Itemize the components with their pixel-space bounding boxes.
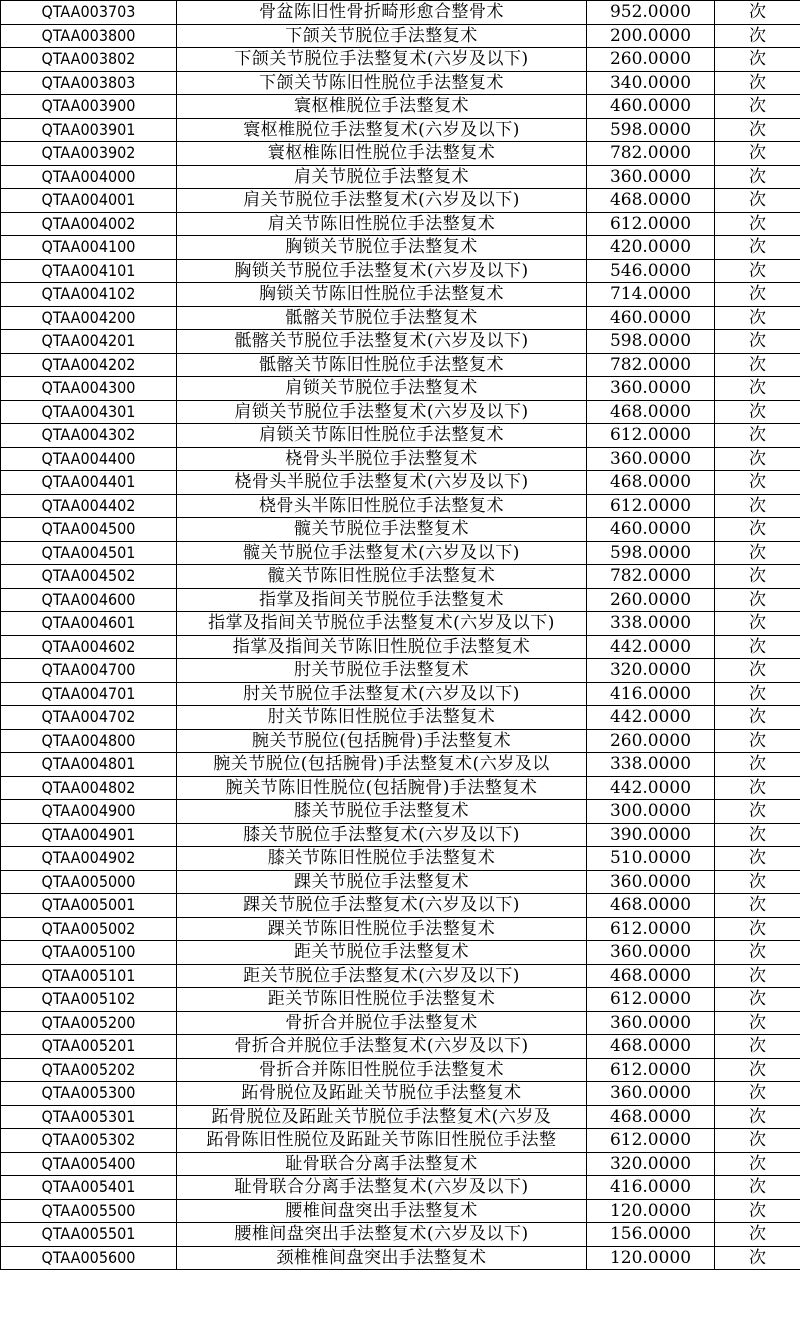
item-unit-cell: 次 bbox=[715, 776, 800, 800]
item-name-cell: 肩关节脱位手法整复术(六岁及以下) bbox=[177, 189, 587, 213]
item-code-cell: QTAA004901 bbox=[1, 823, 177, 847]
item-unit-cell: 次 bbox=[715, 753, 800, 777]
item-name-cell: 距关节脱位手法整复术(六岁及以下) bbox=[177, 964, 587, 988]
table-row bbox=[1, 212, 800, 236]
item-unit-cell: 次 bbox=[715, 424, 800, 448]
item-code-cell: QTAA003800 bbox=[1, 24, 177, 48]
item-code-cell: QTAA004100 bbox=[1, 236, 177, 260]
item-name-cell: 骶髂关节脱位手法整复术(六岁及以下) bbox=[177, 330, 587, 354]
item-code-cell: QTAA004201 bbox=[1, 330, 177, 354]
table-row bbox=[1, 165, 800, 189]
item-name-cell: 骨折合并脱位手法整复术(六岁及以下) bbox=[177, 1035, 587, 1059]
item-price-cell: 360.0000 bbox=[587, 165, 715, 189]
item-name-cell: 耻骨联合分离手法整复术 bbox=[177, 1152, 587, 1176]
table-row bbox=[1, 706, 800, 730]
item-price-cell: 598.0000 bbox=[587, 330, 715, 354]
item-price-cell: 416.0000 bbox=[587, 1176, 715, 1200]
item-unit-cell: 次 bbox=[715, 494, 800, 518]
item-code-cell: QTAA004400 bbox=[1, 447, 177, 471]
item-price-cell: 338.0000 bbox=[587, 753, 715, 777]
table-row bbox=[1, 400, 800, 424]
item-unit-cell: 次 bbox=[715, 1011, 800, 1035]
item-unit-cell: 次 bbox=[715, 1199, 800, 1223]
item-unit-cell: 次 bbox=[715, 236, 800, 260]
item-price-cell: 442.0000 bbox=[587, 706, 715, 730]
item-price-cell: 340.0000 bbox=[587, 71, 715, 95]
table-row bbox=[1, 236, 800, 260]
table-row bbox=[1, 118, 800, 142]
table-row bbox=[1, 306, 800, 330]
item-name-cell: 寰枢椎脱位手法整复术(六岁及以下) bbox=[177, 118, 587, 142]
item-unit-cell: 次 bbox=[715, 330, 800, 354]
item-code-cell: QTAA004501 bbox=[1, 541, 177, 565]
item-unit-cell: 次 bbox=[715, 964, 800, 988]
item-price-cell: 416.0000 bbox=[587, 682, 715, 706]
item-price-cell: 468.0000 bbox=[587, 964, 715, 988]
table-row bbox=[1, 1011, 800, 1035]
item-name-cell: 距关节陈旧性脱位手法整复术 bbox=[177, 988, 587, 1012]
table-row bbox=[1, 1176, 800, 1200]
item-code-cell: QTAA005302 bbox=[1, 1129, 177, 1153]
item-code-cell: QTAA004200 bbox=[1, 306, 177, 330]
item-unit-cell: 次 bbox=[715, 541, 800, 565]
table-row bbox=[1, 1246, 800, 1270]
table-row bbox=[1, 283, 800, 307]
table-row bbox=[1, 894, 800, 918]
item-unit-cell: 次 bbox=[715, 565, 800, 589]
item-name-cell: 桡骨头半陈旧性脱位手法整复术 bbox=[177, 494, 587, 518]
item-name-cell: 肘关节陈旧性脱位手法整复术 bbox=[177, 706, 587, 730]
item-price-cell: 782.0000 bbox=[587, 142, 715, 166]
table-row bbox=[1, 471, 800, 495]
item-code-cell: QTAA004602 bbox=[1, 635, 177, 659]
item-name-cell: 颈椎椎间盘突出手法整复术 bbox=[177, 1246, 587, 1270]
table-row bbox=[1, 682, 800, 706]
item-unit-cell: 次 bbox=[715, 870, 800, 894]
item-name-cell: 肩锁关节脱位手法整复术(六岁及以下) bbox=[177, 400, 587, 424]
item-name-cell: 踝关节脱位手法整复术(六岁及以下) bbox=[177, 894, 587, 918]
item-code-cell: QTAA004000 bbox=[1, 165, 177, 189]
item-price-cell: 300.0000 bbox=[587, 800, 715, 824]
table-row bbox=[1, 71, 800, 95]
item-name-cell: 腕关节脱位(包括腕骨)手法整复术 bbox=[177, 729, 587, 753]
item-code-cell: QTAA004302 bbox=[1, 424, 177, 448]
table-row bbox=[1, 1105, 800, 1129]
table-body bbox=[1, 1, 800, 1270]
item-unit-cell: 次 bbox=[715, 847, 800, 871]
item-name-cell: 肩锁关节陈旧性脱位手法整复术 bbox=[177, 424, 587, 448]
item-code-cell: QTAA003900 bbox=[1, 95, 177, 119]
item-name-cell: 寰枢椎脱位手法整复术 bbox=[177, 95, 587, 119]
item-price-cell: 782.0000 bbox=[587, 353, 715, 377]
item-code-cell: QTAA003802 bbox=[1, 48, 177, 72]
table-row bbox=[1, 964, 800, 988]
item-code-cell: QTAA004001 bbox=[1, 189, 177, 213]
table-row bbox=[1, 1223, 800, 1247]
item-price-cell: 714.0000 bbox=[587, 283, 715, 307]
item-code-cell: QTAA005300 bbox=[1, 1082, 177, 1106]
table-row bbox=[1, 823, 800, 847]
item-price-cell: 510.0000 bbox=[587, 847, 715, 871]
item-code-cell: QTAA004202 bbox=[1, 353, 177, 377]
item-price-cell: 598.0000 bbox=[587, 118, 715, 142]
item-price-cell: 612.0000 bbox=[587, 1058, 715, 1082]
item-price-cell: 360.0000 bbox=[587, 377, 715, 401]
item-code-cell: QTAA004301 bbox=[1, 400, 177, 424]
item-price-cell: 442.0000 bbox=[587, 776, 715, 800]
item-name-cell: 骶髂关节陈旧性脱位手法整复术 bbox=[177, 353, 587, 377]
table-row bbox=[1, 753, 800, 777]
table-row bbox=[1, 917, 800, 941]
item-price-cell: 120.0000 bbox=[587, 1246, 715, 1270]
item-price-cell: 468.0000 bbox=[587, 400, 715, 424]
item-name-cell: 腰椎间盘突出手法整复术 bbox=[177, 1199, 587, 1223]
item-price-cell: 360.0000 bbox=[587, 447, 715, 471]
item-unit-cell: 次 bbox=[715, 306, 800, 330]
item-name-cell: 肩关节脱位手法整复术 bbox=[177, 165, 587, 189]
item-unit-cell: 次 bbox=[715, 894, 800, 918]
item-name-cell: 胸锁关节脱位手法整复术 bbox=[177, 236, 587, 260]
item-code-cell: QTAA004002 bbox=[1, 212, 177, 236]
item-price-cell: 612.0000 bbox=[587, 212, 715, 236]
item-code-cell: QTAA005001 bbox=[1, 894, 177, 918]
table-row bbox=[1, 1082, 800, 1106]
table-row bbox=[1, 330, 800, 354]
item-unit-cell: 次 bbox=[715, 518, 800, 542]
item-code-cell: QTAA005400 bbox=[1, 1152, 177, 1176]
item-code-cell: QTAA004300 bbox=[1, 377, 177, 401]
item-name-cell: 肩锁关节脱位手法整复术 bbox=[177, 377, 587, 401]
item-code-cell: QTAA004502 bbox=[1, 565, 177, 589]
item-unit-cell: 次 bbox=[715, 400, 800, 424]
item-name-cell: 肩关节陈旧性脱位手法整复术 bbox=[177, 212, 587, 236]
item-unit-cell: 次 bbox=[715, 729, 800, 753]
item-name-cell: 下颌关节脱位手法整复术(六岁及以下) bbox=[177, 48, 587, 72]
item-unit-cell: 次 bbox=[715, 1058, 800, 1082]
item-unit-cell: 次 bbox=[715, 142, 800, 166]
item-price-cell: 260.0000 bbox=[587, 48, 715, 72]
item-price-cell: 260.0000 bbox=[587, 729, 715, 753]
item-name-cell: 跖骨陈旧性脱位及跖趾关节陈旧性脱位手法整 bbox=[177, 1129, 587, 1153]
item-code-cell: QTAA005501 bbox=[1, 1223, 177, 1247]
item-name-cell: 髋关节陈旧性脱位手法整复术 bbox=[177, 565, 587, 589]
table-row bbox=[1, 1129, 800, 1153]
table-row bbox=[1, 988, 800, 1012]
table-row bbox=[1, 565, 800, 589]
item-code-cell: QTAA005201 bbox=[1, 1035, 177, 1059]
table-row bbox=[1, 1035, 800, 1059]
item-unit-cell: 次 bbox=[715, 635, 800, 659]
item-code-cell: QTAA005200 bbox=[1, 1011, 177, 1035]
item-code-cell: QTAA005301 bbox=[1, 1105, 177, 1129]
item-price-cell: 468.0000 bbox=[587, 1035, 715, 1059]
item-unit-cell: 次 bbox=[715, 165, 800, 189]
item-code-cell: QTAA005102 bbox=[1, 988, 177, 1012]
item-price-cell: 360.0000 bbox=[587, 1011, 715, 1035]
table-row bbox=[1, 776, 800, 800]
item-name-cell: 跖骨脱位及跖趾关节脱位手法整复术(六岁及 bbox=[177, 1105, 587, 1129]
item-unit-cell: 次 bbox=[715, 212, 800, 236]
item-price-cell: 546.0000 bbox=[587, 259, 715, 283]
item-unit-cell: 次 bbox=[715, 118, 800, 142]
item-code-cell: QTAA005500 bbox=[1, 1199, 177, 1223]
item-name-cell: 骨盆陈旧性骨折畸形愈合整骨术 bbox=[177, 1, 587, 25]
item-unit-cell: 次 bbox=[715, 706, 800, 730]
item-price-cell: 320.0000 bbox=[587, 1152, 715, 1176]
item-unit-cell: 次 bbox=[715, 353, 800, 377]
item-code-cell: QTAA003803 bbox=[1, 71, 177, 95]
table-row bbox=[1, 24, 800, 48]
item-code-cell: QTAA003902 bbox=[1, 142, 177, 166]
item-unit-cell: 次 bbox=[715, 612, 800, 636]
item-code-cell: QTAA004500 bbox=[1, 518, 177, 542]
item-price-cell: 420.0000 bbox=[587, 236, 715, 260]
item-code-cell: QTAA004801 bbox=[1, 753, 177, 777]
item-name-cell: 髋关节脱位手法整复术(六岁及以下) bbox=[177, 541, 587, 565]
table-row bbox=[1, 870, 800, 894]
item-unit-cell: 次 bbox=[715, 659, 800, 683]
item-unit-cell: 次 bbox=[715, 1246, 800, 1270]
item-code-cell: QTAA005202 bbox=[1, 1058, 177, 1082]
table-row bbox=[1, 847, 800, 871]
item-price-cell: 612.0000 bbox=[587, 494, 715, 518]
item-unit-cell: 次 bbox=[715, 682, 800, 706]
item-name-cell: 肘关节脱位手法整复术 bbox=[177, 659, 587, 683]
table-row bbox=[1, 1199, 800, 1223]
item-code-cell: QTAA003901 bbox=[1, 118, 177, 142]
item-unit-cell: 次 bbox=[715, 1105, 800, 1129]
item-unit-cell: 次 bbox=[715, 48, 800, 72]
item-unit-cell: 次 bbox=[715, 471, 800, 495]
item-price-cell: 612.0000 bbox=[587, 1129, 715, 1153]
table-row bbox=[1, 377, 800, 401]
item-price-cell: 442.0000 bbox=[587, 635, 715, 659]
item-name-cell: 膝关节陈旧性脱位手法整复术 bbox=[177, 847, 587, 871]
item-name-cell: 桡骨头半脱位手法整复术(六岁及以下) bbox=[177, 471, 587, 495]
table-row bbox=[1, 729, 800, 753]
item-name-cell: 骶髂关节脱位手法整复术 bbox=[177, 306, 587, 330]
table-row bbox=[1, 48, 800, 72]
item-unit-cell: 次 bbox=[715, 71, 800, 95]
item-name-cell: 胸锁关节脱位手法整复术(六岁及以下) bbox=[177, 259, 587, 283]
item-name-cell: 桡骨头半脱位手法整复术 bbox=[177, 447, 587, 471]
item-unit-cell: 次 bbox=[715, 988, 800, 1012]
item-code-cell: QTAA004902 bbox=[1, 847, 177, 871]
table-row bbox=[1, 541, 800, 565]
item-name-cell: 耻骨联合分离手法整复术(六岁及以下) bbox=[177, 1176, 587, 1200]
item-price-cell: 612.0000 bbox=[587, 424, 715, 448]
item-unit-cell: 次 bbox=[715, 1035, 800, 1059]
item-unit-cell: 次 bbox=[715, 1223, 800, 1247]
item-unit-cell: 次 bbox=[715, 1152, 800, 1176]
table-row bbox=[1, 142, 800, 166]
item-price-cell: 360.0000 bbox=[587, 1082, 715, 1106]
item-unit-cell: 次 bbox=[715, 588, 800, 612]
item-code-cell: QTAA004402 bbox=[1, 494, 177, 518]
item-code-cell: QTAA004701 bbox=[1, 682, 177, 706]
item-price-cell: 360.0000 bbox=[587, 941, 715, 965]
item-price-cell: 468.0000 bbox=[587, 471, 715, 495]
item-name-cell: 下颌关节脱位手法整复术 bbox=[177, 24, 587, 48]
item-unit-cell: 次 bbox=[715, 917, 800, 941]
item-unit-cell: 次 bbox=[715, 95, 800, 119]
item-price-cell: 468.0000 bbox=[587, 1105, 715, 1129]
item-name-cell: 膝关节脱位手法整复术 bbox=[177, 800, 587, 824]
item-code-cell: QTAA005002 bbox=[1, 917, 177, 941]
item-price-cell: 120.0000 bbox=[587, 1199, 715, 1223]
item-price-cell: 360.0000 bbox=[587, 870, 715, 894]
item-code-cell: QTAA004900 bbox=[1, 800, 177, 824]
item-unit-cell: 次 bbox=[715, 1082, 800, 1106]
item-name-cell: 距关节脱位手法整复术 bbox=[177, 941, 587, 965]
item-code-cell: QTAA005000 bbox=[1, 870, 177, 894]
table-row bbox=[1, 1152, 800, 1176]
item-code-cell: QTAA004802 bbox=[1, 776, 177, 800]
item-price-cell: 260.0000 bbox=[587, 588, 715, 612]
item-unit-cell: 次 bbox=[715, 24, 800, 48]
item-code-cell: QTAA005101 bbox=[1, 964, 177, 988]
item-price-cell: 460.0000 bbox=[587, 95, 715, 119]
item-code-cell: QTAA005100 bbox=[1, 941, 177, 965]
item-code-cell: QTAA004700 bbox=[1, 659, 177, 683]
item-name-cell: 踝关节脱位手法整复术 bbox=[177, 870, 587, 894]
item-price-cell: 460.0000 bbox=[587, 306, 715, 330]
table-row bbox=[1, 189, 800, 213]
item-name-cell: 踝关节陈旧性脱位手法整复术 bbox=[177, 917, 587, 941]
item-name-cell: 指掌及指间关节脱位手法整复术 bbox=[177, 588, 587, 612]
item-unit-cell: 次 bbox=[715, 447, 800, 471]
item-price-cell: 338.0000 bbox=[587, 612, 715, 636]
item-code-cell: QTAA004600 bbox=[1, 588, 177, 612]
table-row bbox=[1, 1058, 800, 1082]
item-name-cell: 下颌关节陈旧性脱位手法整复术 bbox=[177, 71, 587, 95]
item-name-cell: 腕关节陈旧性脱位(包括腕骨)手法整复术 bbox=[177, 776, 587, 800]
item-unit-cell: 次 bbox=[715, 1176, 800, 1200]
item-unit-cell: 次 bbox=[715, 941, 800, 965]
table-row bbox=[1, 588, 800, 612]
item-unit-cell: 次 bbox=[715, 283, 800, 307]
item-code-cell: QTAA005600 bbox=[1, 1246, 177, 1270]
item-name-cell: 胸锁关节陈旧性脱位手法整复术 bbox=[177, 283, 587, 307]
item-code-cell: QTAA004800 bbox=[1, 729, 177, 753]
item-price-cell: 390.0000 bbox=[587, 823, 715, 847]
table-row bbox=[1, 494, 800, 518]
item-unit-cell: 次 bbox=[715, 800, 800, 824]
item-price-cell: 156.0000 bbox=[587, 1223, 715, 1247]
table-row bbox=[1, 259, 800, 283]
item-name-cell: 膝关节脱位手法整复术(六岁及以下) bbox=[177, 823, 587, 847]
table-row bbox=[1, 518, 800, 542]
item-unit-cell: 次 bbox=[715, 1, 800, 25]
item-price-cell: 468.0000 bbox=[587, 189, 715, 213]
item-unit-cell: 次 bbox=[715, 823, 800, 847]
item-price-cell: 612.0000 bbox=[587, 988, 715, 1012]
table-row bbox=[1, 353, 800, 377]
table-row bbox=[1, 612, 800, 636]
item-code-cell: QTAA004101 bbox=[1, 259, 177, 283]
item-code-cell: QTAA004401 bbox=[1, 471, 177, 495]
item-name-cell: 寰枢椎陈旧性脱位手法整复术 bbox=[177, 142, 587, 166]
item-name-cell: 指掌及指间关节脱位手法整复术(六岁及以下) bbox=[177, 612, 587, 636]
item-price-cell: 200.0000 bbox=[587, 24, 715, 48]
item-unit-cell: 次 bbox=[715, 377, 800, 401]
item-price-cell: 468.0000 bbox=[587, 894, 715, 918]
item-price-cell: 952.0000 bbox=[587, 1, 715, 25]
table-row bbox=[1, 447, 800, 471]
item-name-cell: 骨折合并脱位手法整复术 bbox=[177, 1011, 587, 1035]
item-price-cell: 782.0000 bbox=[587, 565, 715, 589]
item-name-cell: 腰椎间盘突出手法整复术(六岁及以下) bbox=[177, 1223, 587, 1247]
table-row bbox=[1, 1, 800, 25]
item-code-cell: QTAA003703 bbox=[1, 1, 177, 25]
item-code-cell: QTAA004702 bbox=[1, 706, 177, 730]
table-row bbox=[1, 424, 800, 448]
table-row bbox=[1, 800, 800, 824]
item-name-cell: 髋关节脱位手法整复术 bbox=[177, 518, 587, 542]
item-unit-cell: 次 bbox=[715, 189, 800, 213]
item-price-cell: 320.0000 bbox=[587, 659, 715, 683]
item-price-cell: 598.0000 bbox=[587, 541, 715, 565]
table-row bbox=[1, 659, 800, 683]
item-unit-cell: 次 bbox=[715, 1129, 800, 1153]
table-row bbox=[1, 635, 800, 659]
item-name-cell: 肘关节脱位手法整复术(六岁及以下) bbox=[177, 682, 587, 706]
item-code-cell: QTAA004102 bbox=[1, 283, 177, 307]
item-code-cell: QTAA004601 bbox=[1, 612, 177, 636]
item-code-cell: QTAA005401 bbox=[1, 1176, 177, 1200]
item-name-cell: 跖骨脱位及跖趾关节脱位手法整复术 bbox=[177, 1082, 587, 1106]
item-name-cell: 腕关节脱位(包括腕骨)手法整复术(六岁及以 bbox=[177, 753, 587, 777]
item-price-cell: 612.0000 bbox=[587, 917, 715, 941]
item-name-cell: 指掌及指间关节陈旧性脱位手法整复术 bbox=[177, 635, 587, 659]
table-row bbox=[1, 941, 800, 965]
table-row bbox=[1, 95, 800, 119]
item-unit-cell: 次 bbox=[715, 259, 800, 283]
item-name-cell: 骨折合并陈旧性脱位手法整复术 bbox=[177, 1058, 587, 1082]
item-price-cell: 460.0000 bbox=[587, 518, 715, 542]
